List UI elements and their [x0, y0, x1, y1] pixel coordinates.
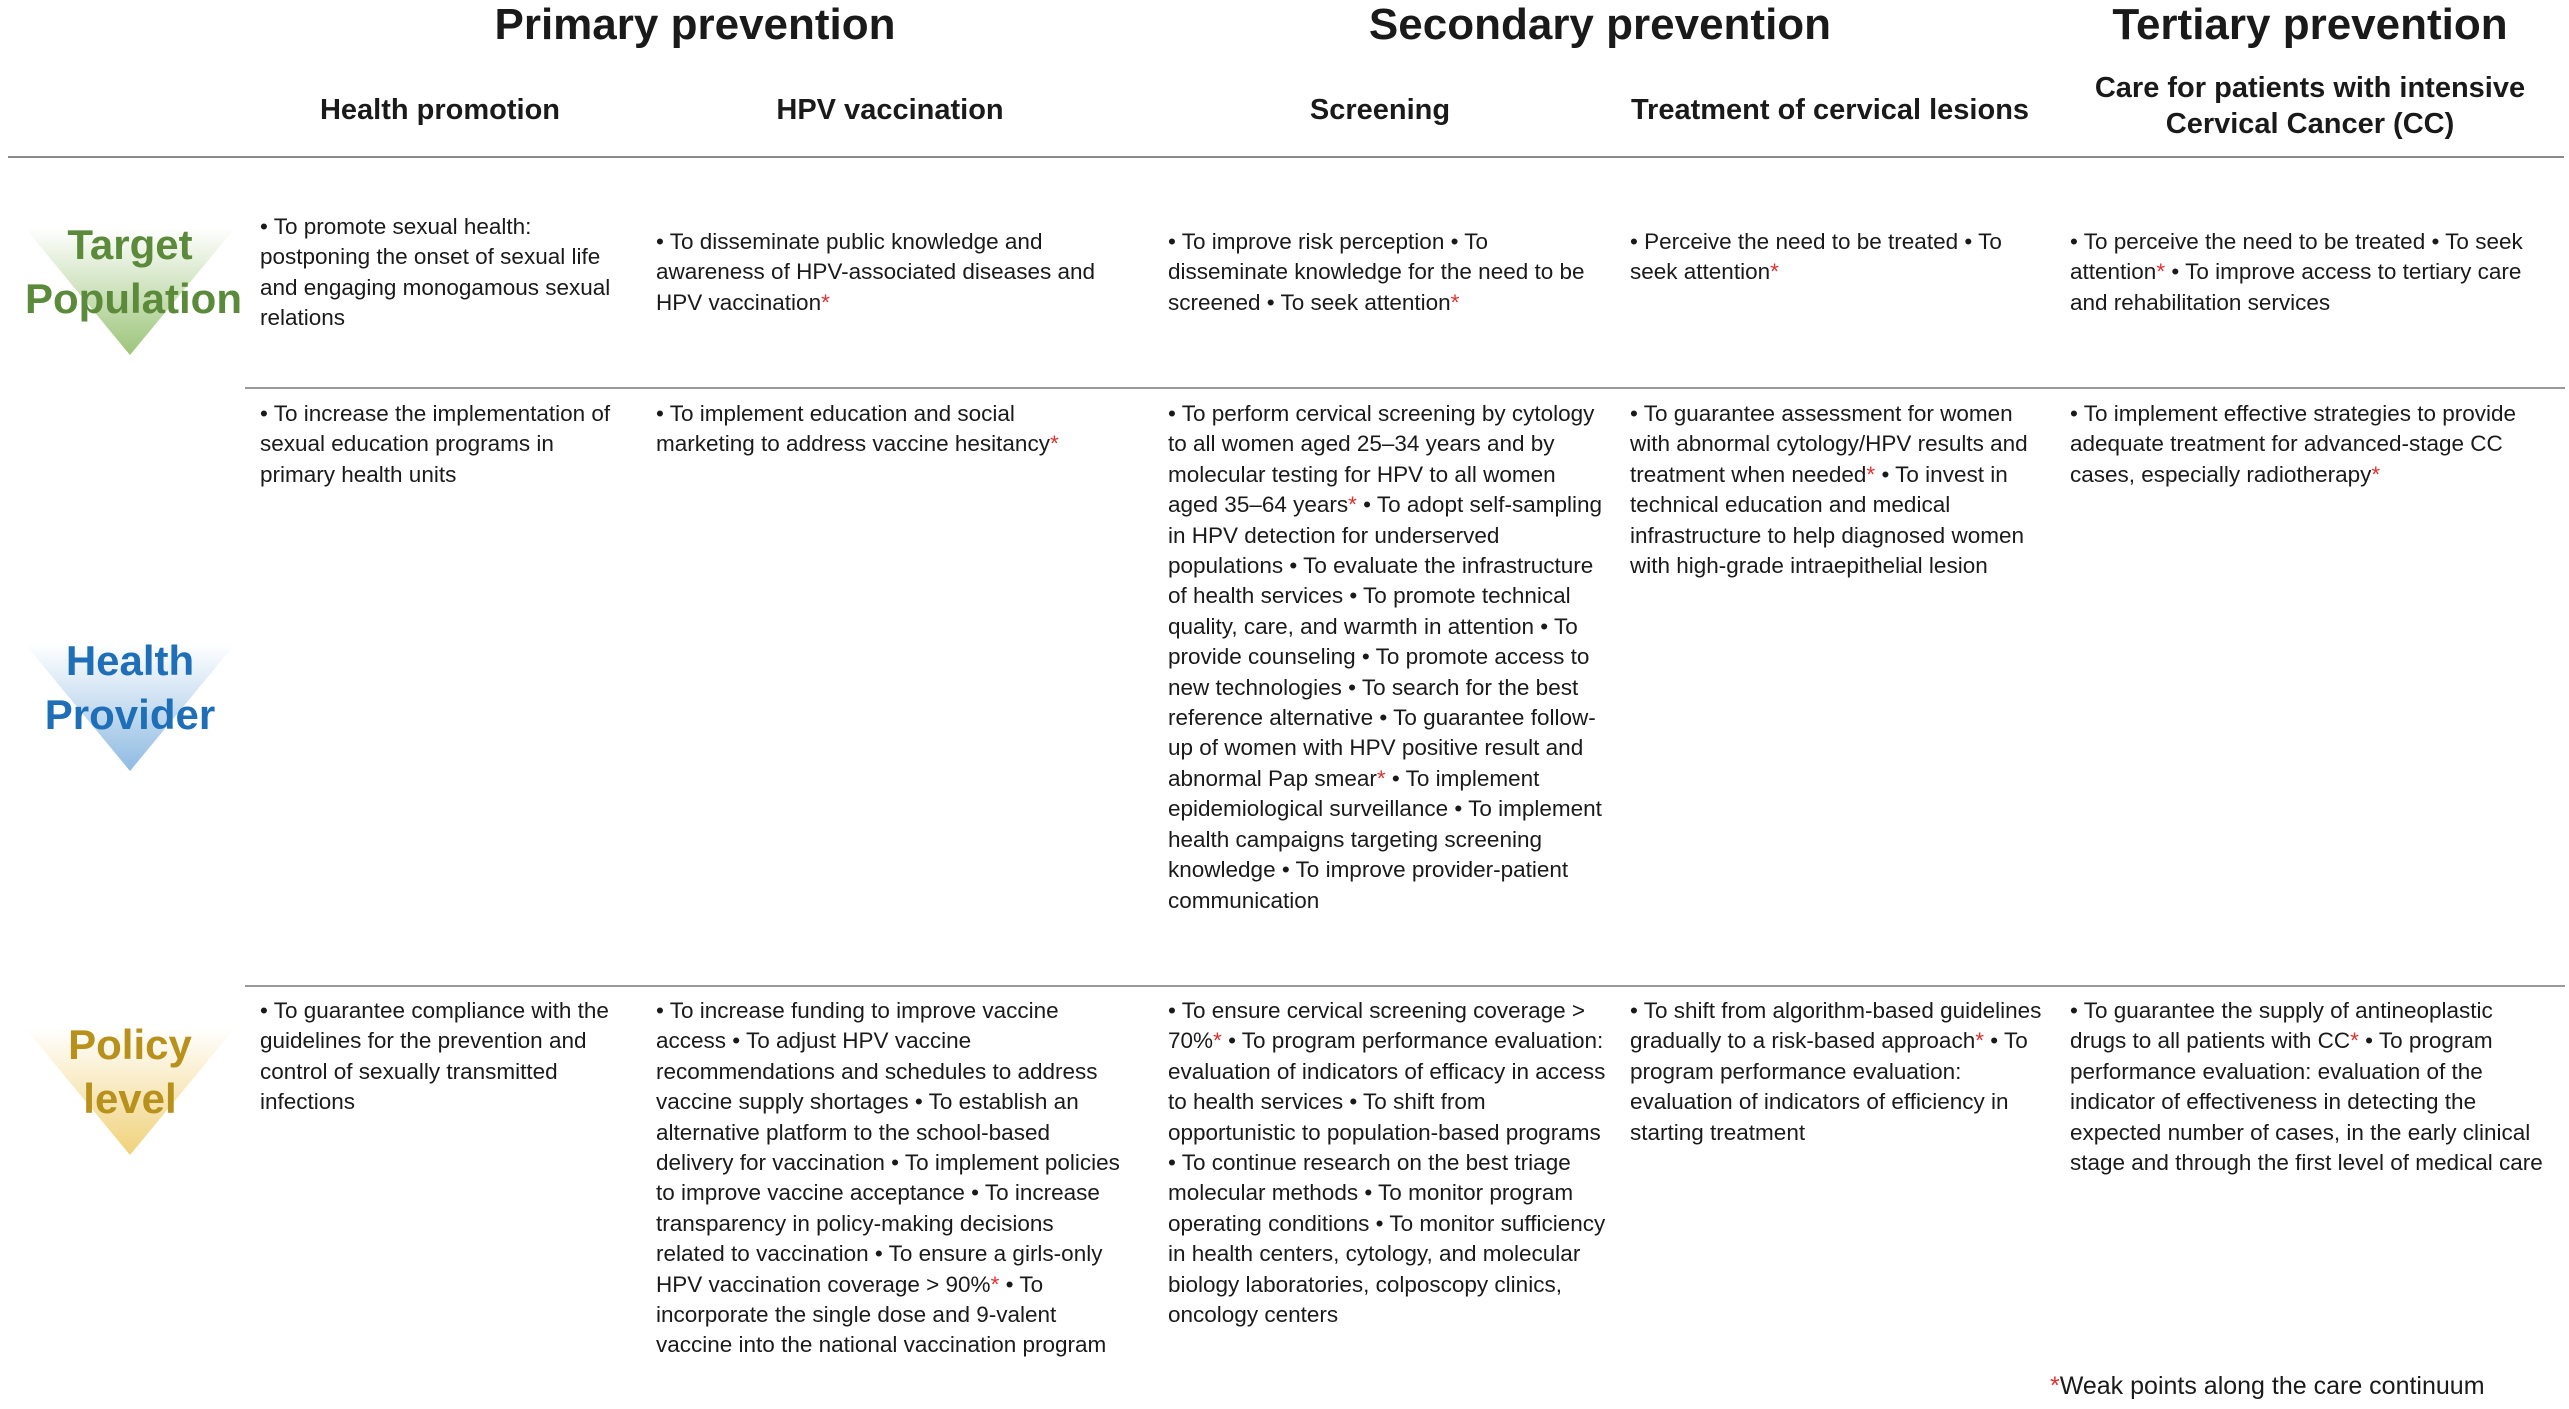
cell-text: • To guarantee compliance with the guidelines for the prevention and control of sexually transmitted infections	[260, 998, 609, 1115]
cell-text: • To program performance evaluation: evaluation of the indicator of effectiveness in detecting the expected number of cases, in the early clinical stage and through the first level of medical care	[2070, 1028, 2543, 1176]
cell-provider-treatment	[1630, 399, 2050, 581]
weak-point-star-icon: *	[1866, 461, 1876, 487]
row-label-line2: Provider	[44, 691, 216, 738]
column-header-screening: Screening	[1309, 94, 1451, 126]
cell-target-care-cc	[2070, 227, 2550, 318]
weak-point-star-icon: *	[1975, 1028, 1984, 1054]
weak-point-star-icon: *	[821, 289, 830, 315]
cell-text: • To increase funding to improve vaccine access • To adjust HPV vaccine recommendations and schedules to address vaccine supply shortages • To establish an alternative platform to the school-based delivery for vaccination • To implement policies to improve vaccine acceptance • To increase transparency in policy-making decisions related to vaccination • To ensure a girls-only HPV vaccination coverage > 90%	[656, 998, 1120, 1297]
weak-point-star-icon: *	[1450, 289, 1460, 315]
cell-text: • To improve access to tertiary care and rehabilitation services	[2070, 259, 2522, 315]
cell-provider-hpv-vaccination	[656, 399, 1096, 460]
row-label-line2: Population	[25, 275, 242, 322]
cell-text: • To disseminate public knowledge and awareness of HPV-associated diseases and HPV vaccination	[656, 229, 1096, 315]
cell-text: • To promote sexual health: postponing the onset of sexual life and engaging monogamous sexual relations	[260, 214, 611, 331]
cell-policy-screening	[1168, 996, 1608, 1330]
cell-provider-screening	[1168, 399, 1608, 916]
cell-policy-hpv-vaccination	[656, 996, 1126, 1361]
cell-text: • To perceive the need to be treated • To seek attention	[2070, 229, 2523, 285]
weak-point-star-icon: *	[2350, 1028, 2359, 1054]
cell-text: • To program performance evaluation: evaluation of indicators of efficiency in starting treatment	[1630, 1028, 2028, 1145]
weak-point-star-icon: *	[1049, 431, 1059, 457]
cell-policy-health-promotion	[260, 996, 625, 1118]
cell-text: • To guarantee the supply of antineoplastic drugs to all patients with CC	[2070, 998, 2493, 1054]
cell-text: • To improve risk perception • To disseminate knowledge for the need to be screened • To seek attention	[1168, 229, 1585, 315]
cell-text: • To implement epidemiological surveillance • To implement health campaigns targeting screening knowledge • To improve provider-patient communication	[1168, 765, 1602, 913]
weak-point-star-icon: *	[1770, 259, 1779, 285]
weak-point-star-icon: *	[1213, 1028, 1222, 1054]
row-label-target-population	[25, 200, 242, 360]
column-header-hpv-vaccination: HPV vaccination	[776, 94, 1004, 126]
cell-text: • To ensure cervical screening coverage > 70%	[1168, 998, 1586, 1054]
cell-text: • To guarantee assessment for women with abnormal cytology/HPV results and treatment when needed	[1630, 401, 2028, 487]
cell-text: • To implement education and social marketing to address vaccine hesitancy	[656, 401, 1050, 457]
cell-target-hpv-vaccination	[656, 227, 1116, 318]
weak-point-star-icon: *	[1376, 765, 1386, 791]
group-title-tertiary: Tertiary prevention	[2112, 0, 2508, 49]
row-label-line1: Target	[67, 221, 193, 268]
cell-target-health-promotion	[260, 212, 625, 334]
cell-policy-treatment	[1630, 996, 2050, 1148]
row-label-policy-level	[25, 1000, 235, 1160]
row-label-health-provider	[25, 616, 235, 776]
cell-text: • To invest in technical education and medical infrastructure to help diagnosed women with high-grade intraepithelial lesion	[1630, 461, 2024, 579]
cell-provider-care-cc	[2070, 399, 2550, 490]
column-header-treatment: Treatment of cervical lesions	[1630, 94, 2030, 126]
cell-text: • To program performance evaluation: evaluation of indicators of efficacy in access to health services • To shift from opportunistic to population-based programs • To continue research on the best triage molecular methods • To monitor program operating conditions • To monitor sufficiency in health centers, cytology, and molecular biology laboratories, colposcopy clinics, oncology centers	[1168, 1028, 1606, 1328]
cell-text: • To implement effective strategies to provide adequate treatment for advanced-stage CC cases, especially radiotherapy	[2070, 401, 2517, 487]
cell-text: • To perform cervical screening by cytology to all women aged 25–34 years and by molecular testing for HPV to all women aged 35–64 years	[1168, 401, 1595, 518]
weak-point-star-icon: *	[2050, 1372, 2060, 1400]
cell-text: • To shift from algorithm-based guidelines gradually to a risk-based approach	[1630, 998, 2042, 1054]
row-divider-1	[245, 387, 2565, 389]
legend-text: Weak points along the care continuum	[2059, 1372, 2485, 1400]
cell-text: • To incorporate the single dose and 9-valent vaccine into the national vaccination program	[656, 1271, 1107, 1358]
group-title-secondary: Secondary prevention	[1368, 0, 1832, 49]
cell-target-screening	[1168, 227, 1608, 318]
row-label-line1: Health	[65, 637, 195, 684]
weak-point-star-icon: *	[1348, 492, 1357, 518]
cell-provider-health-promotion	[260, 399, 625, 490]
cell-text: • To increase the implementation of sexual education programs in primary health units	[260, 401, 611, 487]
group-title-primary: Primary prevention	[494, 0, 896, 49]
cell-policy-care-cc	[2070, 996, 2550, 1178]
row-label-line1: Policy	[68, 1021, 192, 1068]
weak-point-star-icon: *	[990, 1271, 1000, 1297]
cell-target-treatment	[1630, 227, 2050, 288]
column-header-care-cc: Care for patients with intensive Cervical Cancer (CC)	[2094, 72, 2526, 140]
weak-point-star-icon: *	[2156, 259, 2166, 285]
row-label-line2: level	[83, 1075, 177, 1122]
header-divider	[8, 156, 2564, 158]
cell-text: • Perceive the need to be treated • To seek attention	[1630, 229, 2002, 285]
row-divider-2	[245, 985, 2565, 987]
column-header-health-promotion: Health promotion	[319, 94, 561, 126]
legend-note	[2050, 1372, 2485, 1401]
cell-text: • To adopt self-sampling in HPV detection for underserved populations • To evaluate the infrastructure of health services • To promote technical quality, care, and warmth in attention • To provide counseling • To promote access to new technologies • To search for the best reference alternative • To guarantee follow-up of women with HPV positive result and abnormal Pap smear	[1168, 492, 1603, 791]
weak-point-star-icon: *	[2371, 461, 2381, 487]
